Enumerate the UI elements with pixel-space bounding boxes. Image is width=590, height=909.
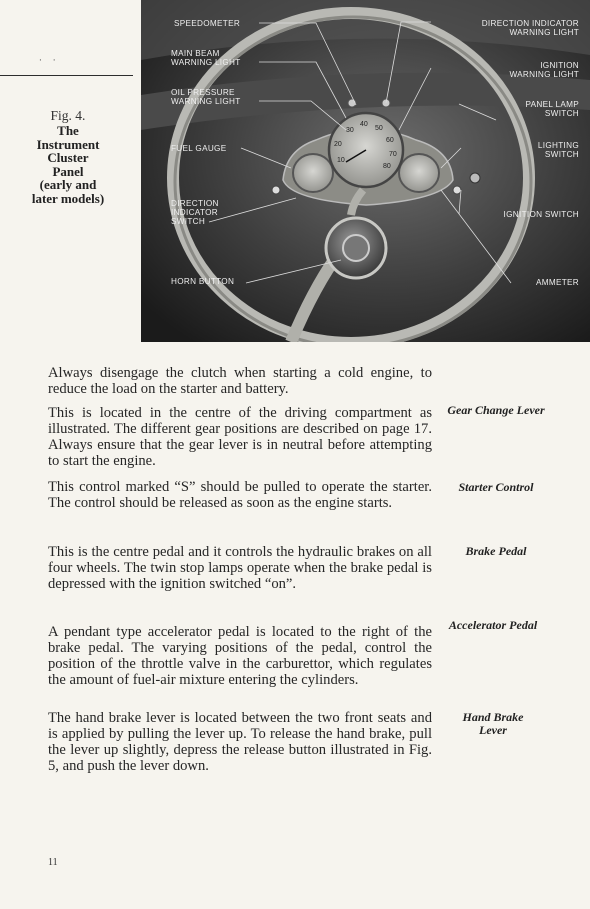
side-heading-hand-brake: Hand Brake Lever [462,710,524,737]
caption-line: Instrument [36,136,100,152]
switch-knob [272,186,280,194]
ignition-switch [470,173,480,183]
paragraph-clutch: Always disengage the clutch when starting a cold engine, to reduce the load on the starter and battery. [48,365,432,397]
dial-number: 40 [360,121,368,128]
label-speedometer: SPEEDOMETER [174,19,241,28]
label-direction-switch: SWITCH [171,217,206,226]
label-main-beam: MAIN BEAM [171,49,220,58]
dial-number: 30 [346,127,354,134]
dial-number: 10 [337,157,345,164]
decorative-dots: · · [39,56,60,66]
label-fuel-gauge: FUEL GAUGE [171,144,227,153]
dial-number: 80 [383,163,391,170]
paragraph-accelerator: A pendant type accelerator pedal is located to the right of the brake pedal. The varying positions of the pedal, control the position of the throttle valve in the carburettor, which regulates the amount of fuel-air mixture entering the cylinders. [48,624,432,688]
label-direction-indicator-light: DIRECTION INDICATOR [481,19,579,28]
label-main-beam: WARNING LIGHT [171,58,241,67]
figure-number: Fig. 4. [50,108,86,123]
label-direction-switch: DIRECTION [171,199,219,208]
side-heading-accelerator: Accelerator Pedal [448,618,538,632]
dial-number: 50 [375,125,383,132]
dial-number: 70 [389,151,397,158]
switch-knob [453,186,461,194]
paragraph-hand-brake: The hand brake lever is located between the two front seats and is applied by pulling the lever up. To release the hand brake, pull the lever up slightly, depress the release button illustrated in Fig. 5, and push the lever down. [48,710,432,774]
label-lighting-switch: SWITCH [544,150,579,159]
label-horn-button: HORN BUTTON [171,277,235,286]
side-heading-starter: Starter Control [458,480,534,494]
fuel-gauge-dial [293,154,333,192]
horn-button [343,235,369,261]
label-ignition-light: WARNING LIGHT [509,70,579,79]
divider-rule [0,75,133,76]
label-ammeter: AMMETER [535,278,579,287]
figure-caption [0,108,136,205]
label-ignition-light: IGNITION [540,61,579,70]
label-panel-lamp-switch: PANEL LAMP [525,100,579,109]
page-number: 11 [48,857,58,868]
dial-number: 20 [334,141,342,148]
label-direction-switch: INDICATOR [171,208,218,217]
label-oil-pressure: OIL PRESSURE [171,88,235,97]
label-panel-lamp-switch: SWITCH [544,109,579,118]
caption-line: Cluster [47,150,89,165]
side-heading-brake-pedal: Brake Pedal [465,544,527,558]
caption-line: The [57,123,79,138]
label-oil-pressure: WARNING LIGHT [171,97,241,106]
paragraph-gear-change: This is located in the centre of the driving compartment as illustrated. The different gear positions are described on page 17. Always ensure that the gear lever is in neutral before attempting to start the engine. [48,405,432,469]
paragraph-brake-pedal: This is the centre pedal and it controls the hydraulic brakes on all four wheels. The twin stop lamps operate when the brake pedal is depressed with the ignition switched “on”. [48,544,432,592]
ammeter-dial [399,154,439,192]
dial-number: 60 [386,137,394,144]
caption-line: (early and [39,177,97,192]
label-lighting-switch: LIGHTING [537,141,579,150]
caption-line: later models) [31,190,105,206]
instrument-panel-photo [141,0,590,342]
label-ignition-switch: IGNITION SWITCH [503,210,579,219]
label-direction-indicator-light: WARNING LIGHT [509,28,579,37]
side-heading-gear-change: Gear Change Lever [447,403,545,417]
paragraph-starter: This control marked “S” should be pulled to operate the starter. The control should be released as soon as the engine starts. [48,479,432,511]
caption-line: Panel [52,163,84,179]
